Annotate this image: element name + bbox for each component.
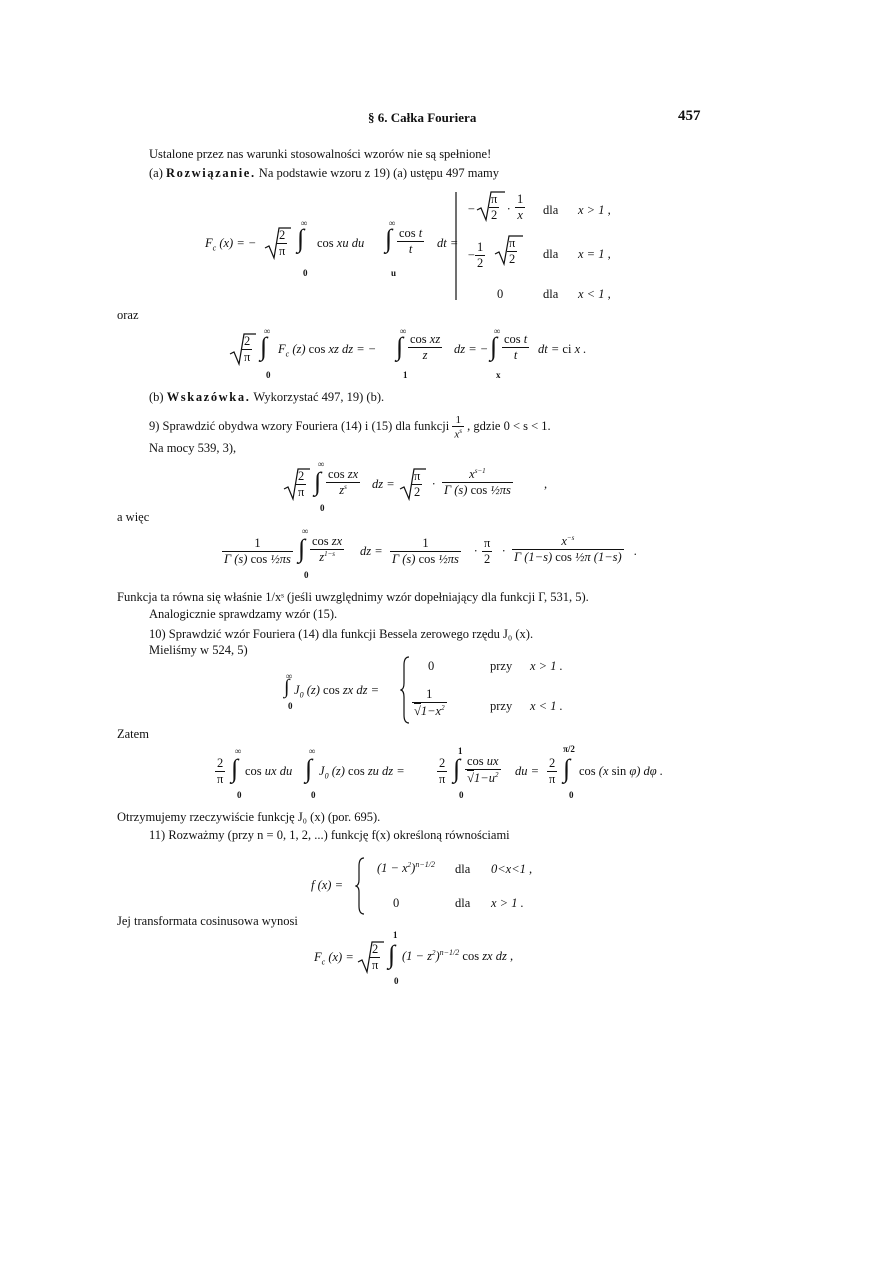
formula-bessel-integral: ∞ ∫ $J_0$ (z) cos zx dz = 0 0 przy x > 1 . $\frac{1}{√1-x^2}$ przy x < 1 . [284,655,584,725]
hint-heading: Wskazówka. [166,390,251,404]
na-mocy-line: Na mocy 539, 3), [149,441,237,455]
problem-9-line: 9) Sprawdzić obydwa wzory Fouriera (14) i (15) dla funkcji $\frac{1}{x^s}$ , gdzie 0 < s < 1. [149,414,551,441]
solution-heading: Rozwiązanie. [166,166,256,180]
cases-brace [451,190,461,302]
solution-line [149,166,499,181]
funkcja-line: Funkcja ta równa się właśnie 1/xˢ (jeśli uwzględnimy wzór dopełniający dla funkcji Γ, 531, 5). [117,590,589,604]
page-number: 457 [678,108,701,124]
formula-inverse-check: $\frac{1}{\text{Γ (s) cos ½πs}}$ ∫ ∞ 0 $\frac{\text{cos zx}}{z^{1-s}}$ dz = $\frac{1}{\text{Γ (s) cos ½πs}}$ · $\frac{\pi}{2}$ · $\frac{x^{-s}}{\text{Γ (1−s) cos ½π (1−s)}}$ . [224,526,638,580]
problem-10-line: 10) Sprawdzić wzór Fouriera (14) dla funkcji Bessela zerowego rzędu J₀ (x). [149,627,534,641]
hint-line [149,390,384,405]
cases-brace-f [355,856,367,916]
zatem-line: Zatem [117,727,149,741]
running-header: § 6. Całka Fouriera [368,110,477,125]
a-wiec-line: a więc [117,510,150,524]
formula-bessel-double: $\frac{2}{\pi}$ ∫ ∞ 0 cos ux du ∫ ∞ 0 $J_0$ (z) cos zu dz = $\frac{2}{\pi}$ ∫ 1 0 $\frac{\text{cos ux}}{√1-u^2}$ du = $\frac{2}{\pi}$ ∫ π/2 0 cos (x sin φ) dφ . [217,744,663,800]
cases-brace-bessel [400,655,412,725]
hint-text: Wykorzystać 497, 19) (b). [253,390,385,404]
problem-9-condition: , gdzie 0 < s < 1. [467,419,551,434]
formula-fc-cases: $F_c$ (x) = − $\frac{2}{\pi}$ ∫ ∞ 0 cos xu du ∫ ∞ u $\frac{\text{cos t}}{t}$ dt = − $\frac{\pi}{2}$ · $\frac{1}{x}$ dla x > 1 , − $\frac{1}{2}$ $\frac{\pi}{2}$ dla x = 1 , 0 dla x < 1 , [205,192,611,301]
problem-9-text: 9) Sprawdzić obydwa wzory Fouriera (14) i (15) dla funkcji [149,419,450,434]
formula-fc-transform: $F_c$ (x) = $\frac{2}{\pi}$ ∫ 1 0 $(1 - z^2)^{n-1/2}$ cos zx dz , [314,930,514,986]
solution-text: Na podstawie wzoru z 19) (a) ustępu 497 mamy [258,166,500,180]
analog-line: Analogicznie sprawdzamy wzór (15). [149,607,338,621]
item-label-b: (b) [149,390,164,404]
mielismy-line: Mieliśmy w 524, 5) [149,643,248,657]
formula-cos-over-zs: $\frac{2}{\pi}$ ∫ ∞ 0 $\frac{\text{cos zx}}{z^s}$ dz = $\frac{\pi}{2}$ · $\frac{x^{s-1}}{\text{Γ (s) cos ½πs}}$ , [282,455,602,515]
otrzymujemy-line: Otrzymujemy rzeczywiście funkcję J₀ (x) (por. 695). [117,810,381,824]
item-label-a: (a) [149,166,163,180]
formula-f-cases: f (x) = $(1 - x^2)^{n-1/2}$ dla 0<x<1 , 0 dla x > 1 . [311,856,591,916]
word-oraz: oraz [117,308,139,322]
jej-line: Jej transformata cosinusowa wynosi [117,914,298,928]
problem-11-line: 11) Rozważmy (przy n = 0, 1, 2, ...) funkcję f(x) określoną równościami [149,828,510,842]
intro-line: Ustalone przez nas warunki stosowalności wzorów nie są spełnione! [149,147,492,161]
formula-fc-integral: $\frac{2}{\pi}$ ∫ ∞ 0 $F_c$ (z) cos xz dz = − ∫ ∞ 1 $\frac{\text{cos xz}}{z}$ dz = − ∫ ∞ x $\frac{\text{cos t}}{t}$ dt = ci x . [228,322,628,382]
